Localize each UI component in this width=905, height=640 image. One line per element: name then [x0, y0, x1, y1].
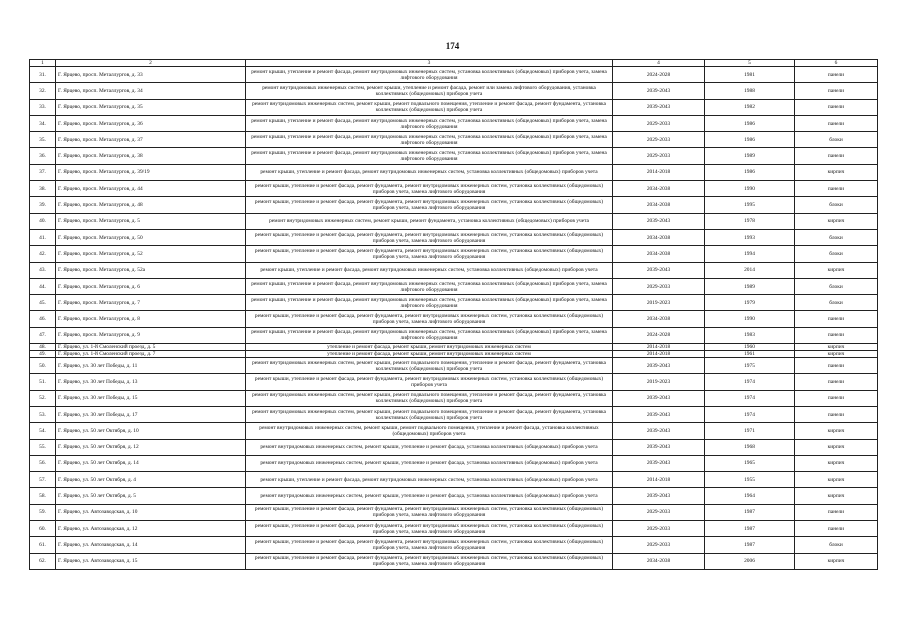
period-cell: 2024-2028 [613, 327, 705, 343]
table-row [30, 358, 878, 374]
period-cell: 2034-2038 [613, 229, 705, 245]
works-cell: утепление и ремонт фасада, ремонт крыши, ремонт внутридомовых инженерных систем [246, 351, 613, 358]
year-cell: 1974 [705, 406, 795, 422]
works-cell: ремонт внутридомовых инженерных систем, ремонт крыши, ремонт подвального помещения, утепление и ремонт фасада, ремонт фундамента, установка коллективных (общедомовых) приборов учета [246, 358, 613, 374]
row-number-cell: 53. [30, 406, 56, 422]
row-number-cell: 48. [30, 344, 56, 351]
year-cell: 1964 [705, 488, 795, 504]
period-cell: 2039-2043 [613, 390, 705, 406]
row-number-cell: 33. [30, 99, 56, 115]
material-cell: блоки [795, 246, 878, 262]
row-number-cell: 51. [30, 374, 56, 390]
table-row [30, 439, 878, 455]
table-row [30, 351, 878, 358]
address-cell: Г. Ярцево, ул. Автозаводская, д. 10 [56, 504, 246, 520]
address-cell: Г. Ярцево, ул. 1-й Смоленский проезд, д. 5 [56, 344, 246, 351]
works-cell: ремонт внутридомовых инженерных систем, ремонт крыши, утепление и ремонт фасада, ремонт или замена лифтового оборудования, установка коллективных (общедомовых) приборов учета [246, 83, 613, 99]
year-cell: 1971 [705, 423, 795, 439]
works-cell: ремонт внутридомовых инженерных систем, ремонт крыши, утепление и ремонт фасада, установка коллективных (общедомовых) приборов учета [246, 455, 613, 471]
period-cell: 2029-2033 [613, 278, 705, 294]
material-cell: кирпич [795, 488, 878, 504]
period-cell: 2014-2018 [613, 344, 705, 351]
address-cell: Г. Ярцево, ул. 50 лет Октября, д. 4 [56, 472, 246, 488]
works-cell: ремонт крыши, утепление и ремонт фасада, ремонт фундамента, ремонт внутридомовых инженерных систем, установка коллективных (общедомовых) приборов учета, замена лифтового оборудования [246, 553, 613, 569]
address-cell: Г. Ярцево, ул. 30 лет Победы, д. 15 [56, 390, 246, 406]
table-row [30, 344, 878, 351]
period-cell: 2029-2033 [613, 504, 705, 520]
table-row [30, 455, 878, 471]
table-row [30, 311, 878, 327]
row-number-cell: 41. [30, 229, 56, 245]
works-cell: ремонт крыши, утепление и ремонт фасада, ремонт внутридомовых инженерных систем, установка коллективных (общедомовых) приборов учета, замена лифтового оборудования [246, 115, 613, 131]
material-cell: панели [795, 181, 878, 197]
address-cell: Г. Ярцево, ул. 1-й Смоленский проезд, д. 7 [56, 351, 246, 358]
period-cell: 2029-2033 [613, 521, 705, 537]
period-cell: 2029-2033 [613, 537, 705, 553]
year-cell: 1987 [705, 504, 795, 520]
year-cell: 1995 [705, 197, 795, 213]
table-row [30, 83, 878, 99]
address-cell: Г. Ярцево, просп. Металлургов, д. 48 [56, 197, 246, 213]
year-cell: 2006 [705, 553, 795, 569]
table-row [30, 521, 878, 537]
table-row [30, 278, 878, 294]
address-cell: Г. Ярцево, ул. 30 лет Победы, д. 17 [56, 406, 246, 422]
row-number-cell: 58. [30, 488, 56, 504]
year-cell: 1990 [705, 311, 795, 327]
year-cell: 1989 [705, 148, 795, 164]
material-cell: кирпич [795, 439, 878, 455]
column-number-row [30, 60, 878, 67]
period-cell: 2029-2033 [613, 148, 705, 164]
table-row [30, 115, 878, 131]
address-cell: Г. Ярцево, просп. Металлургов, д. 37 [56, 132, 246, 148]
row-number-cell: 32. [30, 83, 56, 99]
material-cell: кирпич [795, 164, 878, 180]
row-number-cell: 37. [30, 164, 56, 180]
material-cell: панели [795, 374, 878, 390]
period-cell: 2039-2043 [613, 488, 705, 504]
table-row [30, 295, 878, 311]
period-cell: 2039-2043 [613, 439, 705, 455]
works-cell: ремонт крыши, утепление и ремонт фасада, ремонт внутридомовых инженерных систем, установка коллективных (общедомовых) приборов учета, замена лифтового оборудования [246, 132, 613, 148]
period-cell: 2019-2023 [613, 374, 705, 390]
column-header-3: 3 [246, 60, 613, 67]
works-cell: ремонт крыши, утепление и ремонт фасада, ремонт внутридомовых инженерных систем, установка коллективных (общедомовых) приборов учета, замена лифтового оборудования [246, 67, 613, 83]
table-row [30, 99, 878, 115]
row-number-cell: 36. [30, 148, 56, 164]
address-cell: Г. Ярцево, ул. Автозаводская, д. 15 [56, 553, 246, 569]
table-row [30, 148, 878, 164]
material-cell: панели [795, 327, 878, 343]
table-row [30, 374, 878, 390]
column-header-1: 1 [30, 60, 56, 67]
address-cell: Г. Ярцево, ул. 30 лет Победы, д. 11 [56, 358, 246, 374]
works-cell: ремонт внутридомовых инженерных систем, ремонт крыши, ремонт подвального помещения, утепление и ремонт фасада, ремонт фундамента, установка коллективных (общедомовых) приборов учета [246, 99, 613, 115]
table-row [30, 472, 878, 488]
material-cell: панели [795, 406, 878, 422]
address-cell: Г. Ярцево, ул. 50 лет Октября, д. 12 [56, 439, 246, 455]
period-cell: 2034-2038 [613, 246, 705, 262]
address-cell: Г. Ярцево, ул. 50 лет Октября, д. 14 [56, 455, 246, 471]
material-cell: блоки [795, 278, 878, 294]
table-row [30, 262, 878, 278]
year-cell: 1986 [705, 164, 795, 180]
year-cell: 1993 [705, 229, 795, 245]
works-cell: ремонт крыши, утепление и ремонт фасада, ремонт фундамента, ремонт внутридомовых инженерных систем, установка коллективных (общедомовых) приборов учета, замена лифтового оборудования [246, 197, 613, 213]
row-number-cell: 50. [30, 358, 56, 374]
material-cell: кирпич [795, 262, 878, 278]
works-cell: ремонт крыши, утепление и ремонт фасада, ремонт внутридомовых инженерных систем, установка коллективных (общедомовых) приборов учета [246, 164, 613, 180]
table-row [30, 246, 878, 262]
year-cell: 1987 [705, 537, 795, 553]
period-cell: 2029-2033 [613, 132, 705, 148]
address-cell: Г. Ярцево, просп. Металлургов, д. 38 [56, 148, 246, 164]
period-cell: 2014-2018 [613, 472, 705, 488]
period-cell: 2034-2038 [613, 181, 705, 197]
period-cell: 2039-2043 [613, 455, 705, 471]
year-cell: 1968 [705, 439, 795, 455]
period-cell: 2024-2028 [613, 67, 705, 83]
address-cell: Г. Ярцево, просп. Металлургов, д. 5 [56, 213, 246, 229]
row-number-cell: 61. [30, 537, 56, 553]
row-number-cell: 43. [30, 262, 56, 278]
period-cell: 2014-2018 [613, 164, 705, 180]
material-cell: кирпич [795, 455, 878, 471]
row-number-cell: 44. [30, 278, 56, 294]
row-number-cell: 47. [30, 327, 56, 343]
period-cell: 2029-2033 [613, 115, 705, 131]
row-number-cell: 56. [30, 455, 56, 471]
material-cell: блоки [795, 229, 878, 245]
address-cell: Г. Ярцево, ул. 50 лет Октября, д. 5 [56, 488, 246, 504]
column-header-5: 5 [705, 60, 795, 67]
row-number-cell: 34. [30, 115, 56, 131]
works-cell: ремонт крыши, утепление и ремонт фасада, ремонт внутридомовых инженерных систем, установка коллективных (общедомовых) приборов учета, замена лифтового оборудования [246, 278, 613, 294]
year-cell: 2014 [705, 262, 795, 278]
year-cell: 1978 [705, 213, 795, 229]
material-cell: панели [795, 148, 878, 164]
material-cell: кирпич [795, 213, 878, 229]
address-cell: Г. Ярцево, просп. Металлургов, д. 52 [56, 246, 246, 262]
year-cell: 1974 [705, 390, 795, 406]
material-cell: кирпич [795, 344, 878, 351]
works-cell: ремонт внутридомовых инженерных систем, ремонт крыши, ремонт подвального помещения, утепление и ремонт фасада, установка коллективных (общедомовых) приборов учета [246, 423, 613, 439]
works-cell: ремонт внутридомовых инженерных систем, ремонт крыши, ремонт подвального помещения, утепление и ремонт фасада, ремонт фундамента, установка коллективных (общедомовых) приборов учета [246, 406, 613, 422]
works-cell: ремонт крыши, утепление и ремонт фасада, ремонт фундамента, ремонт внутридомовых инженерных систем, установка коллективных (общедомовых) приборов учета, замена лифтового оборудования [246, 504, 613, 520]
year-cell: 1981 [705, 67, 795, 83]
row-number-cell: 60. [30, 521, 56, 537]
table-row [30, 132, 878, 148]
works-cell: ремонт крыши, утепление и ремонт фасада, ремонт фундамента, ремонт внутридомовых инженерных систем, установка коллективных (общедомовых) приборов учета, замена лифтового оборудования [246, 521, 613, 537]
column-header-2: 2 [56, 60, 246, 67]
row-number-cell: 40. [30, 213, 56, 229]
material-cell: кирпич [795, 423, 878, 439]
address-cell: Г. Ярцево, просп. Металлургов, д. 8 [56, 311, 246, 327]
address-cell: Г. Ярцево, ул. Автозаводская, д. 14 [56, 537, 246, 553]
address-cell: Г. Ярцево, просп. Металлургов, д. 34 [56, 83, 246, 99]
material-cell: блоки [795, 197, 878, 213]
works-cell: ремонт внутридомовых инженерных систем, ремонт крыши, ремонт фундамента, установка коллективных (общедомовых) приборов учета [246, 213, 613, 229]
period-cell: 2039-2043 [613, 83, 705, 99]
address-cell: Г. Ярцево, ул. 30 лет Победы, д. 13 [56, 374, 246, 390]
year-cell: 1983 [705, 327, 795, 343]
capital-repair-table [29, 59, 878, 570]
year-cell: 1960 [705, 344, 795, 351]
year-cell: 1987 [705, 521, 795, 537]
address-cell: Г. Ярцево, просп. Металлургов, д. 36 [56, 115, 246, 131]
works-cell: ремонт крыши, утепление и ремонт фасада, ремонт внутридомовых инженерных систем, установка коллективных (общедомовых) приборов учета, замена лифтового оборудования [246, 327, 613, 343]
material-cell: панели [795, 311, 878, 327]
works-cell: ремонт крыши, утепление и ремонт фасада, ремонт фундамента, ремонт внутридомовых инженерных систем, установка коллективных (общедомовых) приборов учета, замена лифтового оборудования [246, 311, 613, 327]
address-cell: Г. Ярцево, просп. Металлургов, д. 6 [56, 278, 246, 294]
period-cell: 2039-2043 [613, 423, 705, 439]
address-cell: Г. Ярцево, просп. Металлургов, д. 52а [56, 262, 246, 278]
material-cell: кирпич [795, 351, 878, 358]
works-cell: ремонт крыши, утепление и ремонт фасада, ремонт фундамента, ремонт внутридомовых инженерных систем, установка коллективных (общедомовых) приборов учета, замена лифтового оборудования [246, 229, 613, 245]
address-cell: Г. Ярцево, просп. Металлургов, д. 9 [56, 327, 246, 343]
material-cell: блоки [795, 295, 878, 311]
row-number-cell: 55. [30, 439, 56, 455]
row-number-cell: 46. [30, 311, 56, 327]
year-cell: 1975 [705, 358, 795, 374]
works-cell: ремонт крыши, утепление и ремонт фасада, ремонт фундамента, ремонт внутридомовых инженерных систем, установка коллективных (общедомовых) приборов учета, замена лифтового оборудования [246, 537, 613, 553]
table-body [30, 67, 878, 570]
works-cell: ремонт крыши, утепление и ремонт фасада, ремонт фундамента, ремонт внутридомовых инженерных систем, установка коллективных (общедомовых) приборов учета, замена лифтового оборудования [246, 181, 613, 197]
year-cell: 1989 [705, 278, 795, 294]
material-cell: панели [795, 67, 878, 83]
works-cell: ремонт крыши, утепление и ремонт фасада, ремонт фундамента, ремонт внутридомовых инженерных систем, установка коллективных (общедомовых) приборов учета, замена лифтового оборудования [246, 246, 613, 262]
material-cell: кирпич [795, 472, 878, 488]
works-cell: утепление и ремонт фасада, ремонт крыши, ремонт внутридомовых инженерных систем [246, 344, 613, 351]
material-cell: кирпич [795, 553, 878, 569]
table-row [30, 181, 878, 197]
row-number-cell: 62. [30, 553, 56, 569]
table-row [30, 67, 878, 83]
period-cell: 2039-2043 [613, 406, 705, 422]
row-number-cell: 59. [30, 504, 56, 520]
table-row [30, 406, 878, 422]
row-number-cell: 42. [30, 246, 56, 262]
table-row [30, 390, 878, 406]
table-row [30, 553, 878, 569]
row-number-cell: 57. [30, 472, 56, 488]
row-number-cell: 39. [30, 197, 56, 213]
material-cell: панели [795, 358, 878, 374]
material-cell: панели [795, 99, 878, 115]
page-number: 174 [445, 41, 460, 51]
period-cell: 2019-2023 [613, 295, 705, 311]
year-cell: 1974 [705, 374, 795, 390]
works-cell: ремонт крыши, утепление и ремонт фасада, ремонт внутридомовых инженерных систем, установка коллективных (общедомовых) приборов учета, замена лифтового оборудования [246, 148, 613, 164]
period-cell: 2034-2038 [613, 311, 705, 327]
works-cell: ремонт внутридомовых инженерных систем, ремонт крыши, утепление и ремонт фасада, установка коллективных (общедомовых) приборов учета [246, 439, 613, 455]
column-header-6: 6 [795, 60, 878, 67]
material-cell: панели [795, 115, 878, 131]
period-cell: 2014-2018 [613, 351, 705, 358]
table-row [30, 327, 878, 343]
period-cell: 2034-2038 [613, 553, 705, 569]
table-row [30, 537, 878, 553]
address-cell: Г. Ярцево, ул. Автозаводская, д. 12 [56, 521, 246, 537]
address-cell: Г. Ярцево, просп. Металлургов, д. 39/19 [56, 164, 246, 180]
period-cell: 2034-2038 [613, 197, 705, 213]
year-cell: 1955 [705, 472, 795, 488]
column-header-4: 4 [613, 60, 705, 67]
material-cell: панели [795, 504, 878, 520]
row-number-cell: 52. [30, 390, 56, 406]
year-cell: 1986 [705, 132, 795, 148]
row-number-cell: 35. [30, 132, 56, 148]
row-number-cell: 49. [30, 351, 56, 358]
works-cell: ремонт крыши, утепление и ремонт фасада, ремонт внутридомовых инженерных систем, установка коллективных (общедомовых) приборов учета [246, 262, 613, 278]
works-cell: ремонт внутридомовых инженерных систем, ремонт крыши, утепление и ремонт фасада, установка коллективных (общедомовых) приборов учета [246, 488, 613, 504]
row-number-cell: 31. [30, 67, 56, 83]
table-row [30, 229, 878, 245]
row-number-cell: 54. [30, 423, 56, 439]
period-cell: 2039-2043 [613, 262, 705, 278]
table-row [30, 423, 878, 439]
year-cell: 1965 [705, 455, 795, 471]
works-cell: ремонт крыши, утепление и ремонт фасада, ремонт фундамента, ремонт внутридомовых инженерных систем, установка коллективных (общедомовых) приборов учета [246, 374, 613, 390]
works-cell: ремонт внутридомовых инженерных систем, ремонт крыши, ремонт подвального помещения, утепление и ремонт фасада, ремонт фундамента, установка коллективных (общедомовых) приборов учета [246, 390, 613, 406]
address-cell: Г. Ярцево, просп. Металлургов, д. 50 [56, 229, 246, 245]
material-cell: панели [795, 83, 878, 99]
material-cell: блоки [795, 132, 878, 148]
material-cell: панели [795, 521, 878, 537]
works-cell: ремонт крыши, утепление и ремонт фасада, ремонт внутридомовых инженерных систем, установка коллективных (общедомовых) приборов учета, замена лифтового оборудования [246, 295, 613, 311]
year-cell: 1961 [705, 351, 795, 358]
year-cell: 1990 [705, 181, 795, 197]
table-row [30, 488, 878, 504]
row-number-cell: 45. [30, 295, 56, 311]
address-cell: Г. Ярцево, ул. 50 лет Октября, д. 10 [56, 423, 246, 439]
material-cell: панели [795, 390, 878, 406]
row-number-cell: 38. [30, 181, 56, 197]
address-cell: Г. Ярцево, просп. Металлургов, д. 44 [56, 181, 246, 197]
address-cell: Г. Ярцево, просп. Металлургов, д. 35 [56, 99, 246, 115]
table-row [30, 197, 878, 213]
works-cell: ремонт крыши, утепление и ремонт фасада, ремонт внутридомовых инженерных систем, установка коллективных (общедомовых) приборов учета [246, 472, 613, 488]
table-row [30, 213, 878, 229]
period-cell: 2039-2043 [613, 213, 705, 229]
year-cell: 1988 [705, 83, 795, 99]
table-row [30, 504, 878, 520]
address-cell: Г. Ярцево, просп. Металлургов, д. 33 [56, 67, 246, 83]
period-cell: 2039-2043 [613, 358, 705, 374]
table-row [30, 164, 878, 180]
year-cell: 1979 [705, 295, 795, 311]
material-cell: блоки [795, 537, 878, 553]
period-cell: 2039-2043 [613, 99, 705, 115]
year-cell: 1994 [705, 246, 795, 262]
address-cell: Г. Ярцево, просп. Металлургов, д. 7 [56, 295, 246, 311]
year-cell: 1982 [705, 99, 795, 115]
year-cell: 1986 [705, 115, 795, 131]
